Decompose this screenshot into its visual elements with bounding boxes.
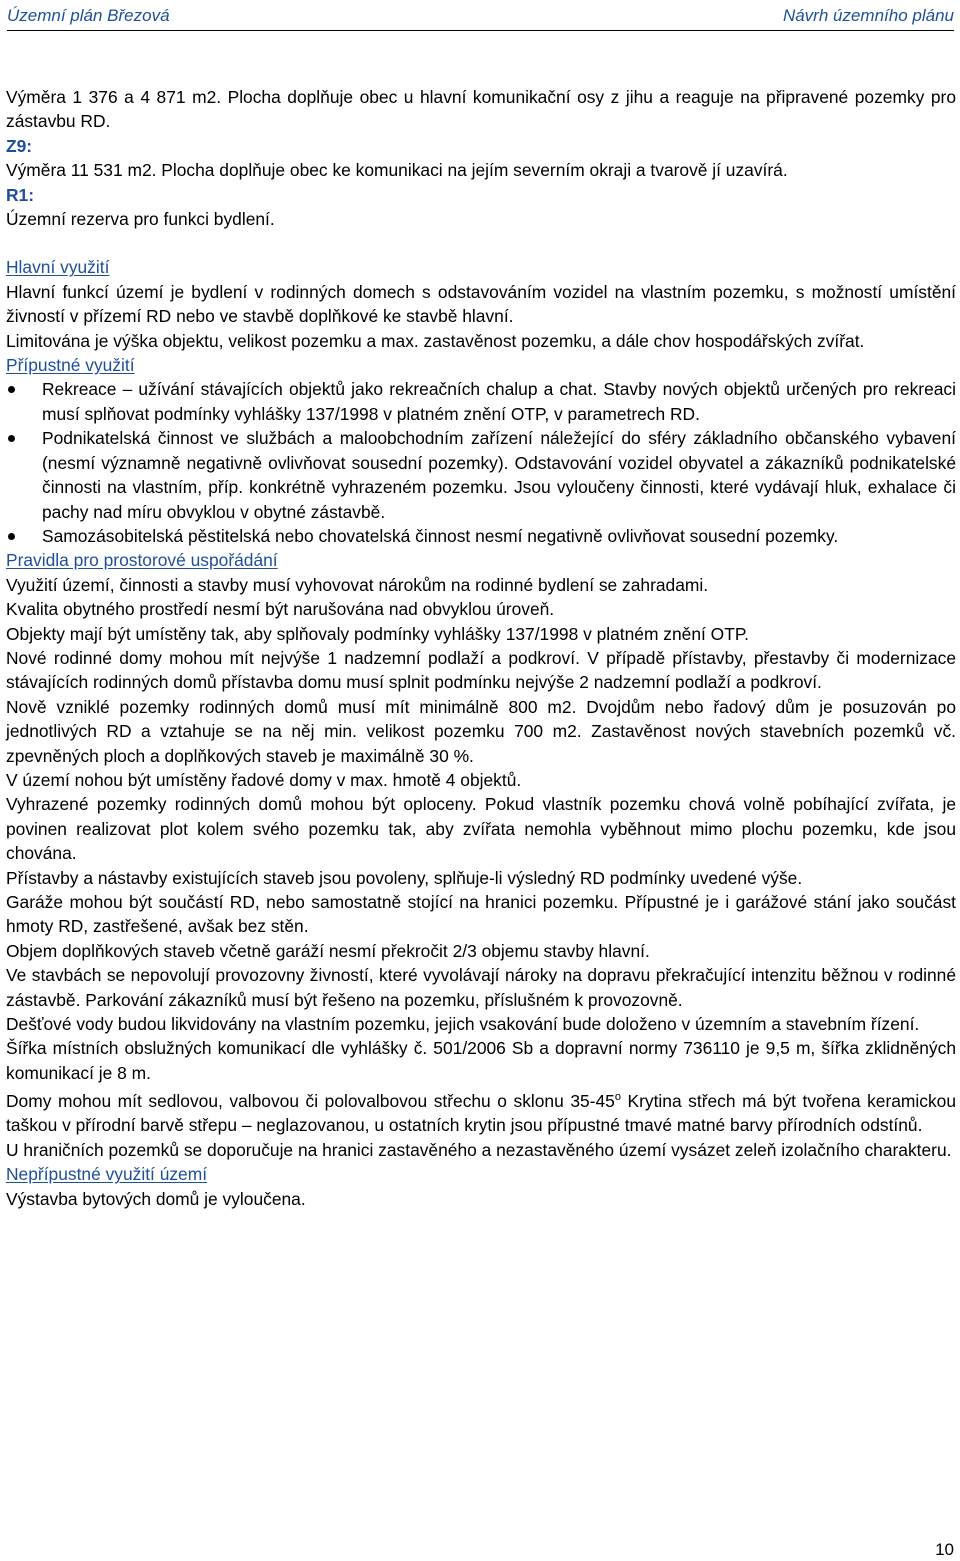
paragraph-area-z8: Výměra 1 376 a 4 871 m2. Plocha doplňuje obec u hlavní komunikační osy z jihu a reaguje na připravené pozemky pro zástavbu RD. [6,87,956,132]
bullet-icon [8,435,15,442]
rule-paragraph: Kvalita obytného prostředí nesmí být narušována nad obvyklou úroveň. [6,599,555,620]
header-document-title: Územní plán Březová [7,6,170,25]
page-header [7,4,954,31]
bullet-icon [8,533,15,540]
permitted-use-list [6,377,956,548]
paragraph-area-r1: Územní rezerva pro funkci bydlení. [6,209,275,230]
heading-permitted-use: Přípustné využití [6,355,135,376]
list-item: Podnikatelská činnost ve službách a maloobchodním zařízení náležející do sféry základního občanského vybavení (nesmí významně negativně ovlivňovat sousední pozemky). Odstavování vozidel obyvatel a zákazníků podnikatelské činnosti na vlastním, příp. konkrétně vyhrazeném pozemku. Jsou vyloučeny činnosti, které vydávají hluk, exhalace či pachy nad míru obvyklou v obytné zástavbě. [6,426,956,524]
list-item: Samozásobitelská pěstitelská nebo chovatelská činnost nesmí negativně ovlivňovat sousední pozemky. [6,524,956,548]
paragraph-main-use: Hlavní funkcí území je bydlení v rodinných domech s odstavováním vozidel na vlastním pozemku, s možností umístění živností v přízemí RD nebo ve stavbě doplňkové ke stavbě hlavní. [6,281,956,327]
degree-superscript: o [614,1091,621,1104]
label-r1: R1: [6,184,35,205]
header-document-subtitle: Návrh územního plánu [782,6,954,25]
heading-forbidden-use: Nepřípustné využití území [6,1164,208,1185]
rule-paragraph: Šířka místních obslužných komunikací dle vyhlášky č. 501/2006 Sb a dopravní normy 736110 je 9,5 m, šířka zklidněných komunikací je 8 m. [6,1038,956,1083]
rule-paragraph: V území nohou být umístěny řadové domy v max. hmotě 4 objektů. [6,769,522,790]
rule-paragraph: Vyhrazené pozemky rodinných domů mohou být oploceny. Pokud vlastník pozemku chová volně pobíhající zvířata, je povinen realizovat plot kolem svého pozemku tak, aby zvířata nemohla vyběhnout mimo plochu pozemku, kde jsou chována. [6,794,956,864]
document-body [6,85,956,1211]
paragraph-area-z9: Výměra 11 531 m2. Plocha doplňuje obec ke komunikaci na jejím severním okraji a tvarově jí uzavírá. [6,160,788,181]
heading-spatial-rules: Pravidla pro prostorové uspořádání [6,550,278,571]
page-number: 10 [935,1540,954,1559]
rule-paragraph: Ve stavbách se nepovolují provozovny živností, které vyvolávají nároky na dopravu překračující intenzitu běžnou v rodinné zástavbě. Parkování zákazníků musí být řešeno na pozemku, příslušném k provozovně. [6,965,956,1010]
list-item: Rekreace – užívání stávajících objektů jako rekreačních chalup a chat. Stavby nových objektů určených pro rekreaci musí splňovat podmínky vyhlášky 137/1998 v platném znění OTP, v parametrech RD. [6,377,956,426]
rule-paragraph: Garáže mohou být součástí RD, nebo samostatně stojící na hranici pozemku. Přípustné je i garážové stání jako součást hmoty RD, zastřešené, avšak bez stěn. [6,892,956,937]
rule-paragraph: Objem doplňkových staveb včetně garáží nesmí překročit 2/3 objemu stavby hlavní. [6,940,650,961]
paragraph-limits: Limitována je výška objektu, velikost pozemku a max. zastavěnost pozemku, a dále chov hospodářských zvířat. [6,330,865,351]
rule-paragraph-roof: Domy mohou mít sedlovou, valbovou či polovalbovou střechu o sklonu 35-45$^o$ Krytina střech má být tvořena keramickou taškou v přírodní barvě střepu – neglazovanou, u ostatních krytin jsou přípustné tmavé matné barvy přírodních odstínů. [6,1091,956,1136]
bullet-icon [8,386,15,393]
rule-paragraph: Nové rodinné domy mohou mít nejvýše 1 nadzemní podlaží a podkroví. V případě přístavby, přestavby či modernizace stávajících rodinných domů přístavba domu musí splnit podmínku nejvýše 2 nadzemní podlaží a podkroví. [6,647,956,693]
rule-paragraph: Objekty mají být umístěny tak, aby splňovaly podmínky vyhlášky 137/1998 v platném znění OTP. [6,623,750,644]
rule-paragraph: U hraničních pozemků se doporučuje na hranici zastavěného a nezastavěného území vysázet zeleň izolačního charakteru. [6,1139,952,1160]
rule-paragraph: Využití území, činnosti a stavby musí vyhovovat nárokům na rodinné bydlení se zahradami. [6,574,709,595]
paragraph-forbidden-use: Výstavba bytových domů je vyloučena. [6,1188,306,1209]
heading-main-use: Hlavní využití [6,257,110,278]
rule-paragraph: Nově vzniklé pozemky rodinných domů musí mít minimálně 800 m2. Dvojdům nebo řadový dům je posuzován po jednotlivých RD a vztahuje se na něj min. velikost pozemku 700 m2. Zastavěnost nových stavebních pozemků vč. zpevněných ploch a doplňkových staveb je maximálně 30 %. [6,696,956,766]
rule-paragraph: Přístavby a nástavby existujících staveb jsou povoleny, splňuje-li výsledný RD podmínky uvedené výše. [6,867,803,888]
rule-paragraph: Dešťové vody budou likvidovány na vlastním pozemku, jejich vsakování bude doloženo v územním a stavebním řízení. [6,1014,920,1035]
label-z9: Z9: [6,135,33,156]
